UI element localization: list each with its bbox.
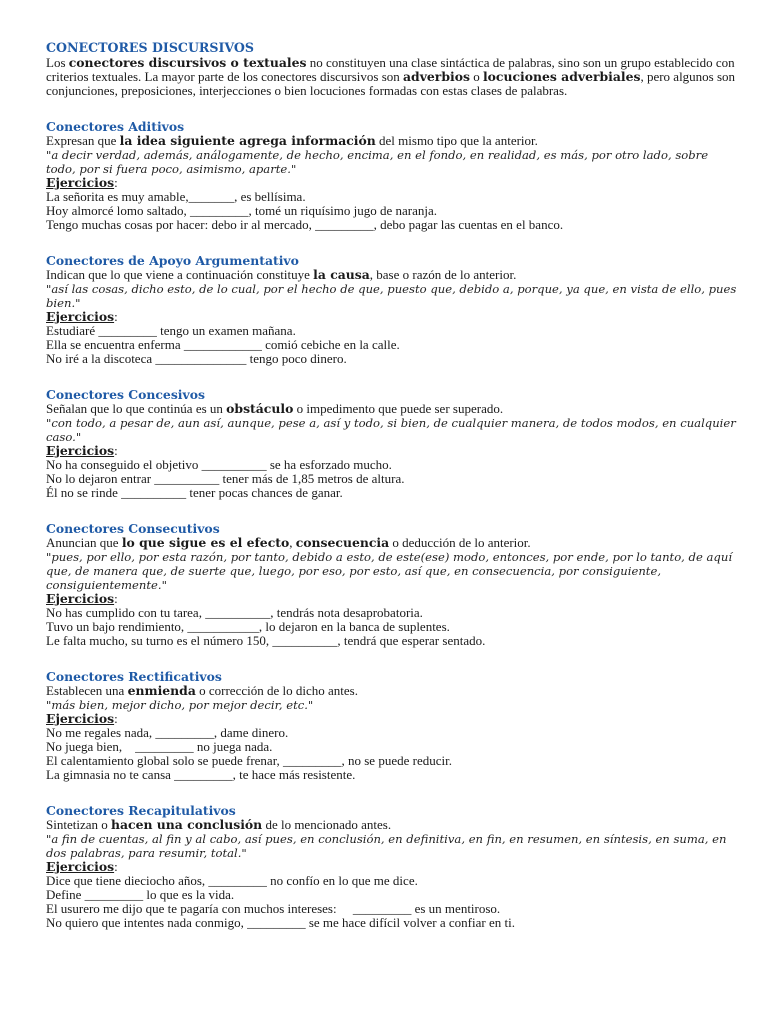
section-3 — [46, 388, 738, 500]
section-definition — [46, 402, 738, 416]
connector-examples: "a decir verdad, además, análogamente, de hecho, encima, en el fondo, en realidad, es más, por otro lado, sobre todo, por si fuera poco, asimismo, aparte." — [46, 148, 709, 176]
definition-run: o deducción de lo anterior. — [389, 535, 531, 550]
exercises-heading: Ejercicios: — [46, 859, 118, 874]
definition-run: Indican que lo que viene a continuación constituye — [46, 267, 314, 282]
exercise-item: No lo dejaron entrar __________ tener más de 1,85 metros de altura. — [46, 471, 405, 486]
definition-run: Expresan que — [46, 133, 120, 148]
exercise-item: No iré a la discoteca ______________ tengo poco dinero. — [46, 351, 347, 366]
exercises-label: Ejercicios — [46, 443, 115, 458]
connector-examples: "pues, por ello, por esta razón, por tanto, debido a esto, de este(ese) modo, entonces, por ende, por lo tanto, de aquí que, de manera que, de suerte que, luego, por eso, por esto, así que, en consecuencia, por consiguiente, consiguientemente." — [46, 550, 733, 592]
exercise-item: No quiero que intentes nada conmigo, _________ se me hace difícil volver a confiar en ti. — [46, 915, 515, 930]
exercises-label: Ejercicios — [46, 711, 115, 726]
section-definition — [46, 684, 738, 698]
exercise-item: No juega bien, _________ no juega nada. — [46, 739, 273, 754]
intro-run-bold: conectores discursivos o textuales — [68, 55, 307, 70]
exercises-heading: Ejercicios: — [46, 443, 118, 458]
document-title: CONECTORES DISCURSIVOS — [46, 40, 254, 55]
connector-examples: "con todo, a pesar de, aun así, aunque, pese a, así y todo, si bien, de cualquier manera, de todos modos, en cualquier caso." — [46, 416, 736, 444]
exercise-item: No me regales nada, _________, dame dinero. — [46, 725, 289, 740]
exercises-heading: Ejercicios: — [46, 591, 118, 606]
definition-run: , base o razón de lo anterior. — [369, 267, 517, 282]
definition-run-bold: consecuencia — [295, 535, 390, 550]
section-definition — [46, 818, 738, 832]
definition-run-bold: lo que sigue es el efecto — [121, 535, 290, 550]
section-6 — [46, 804, 738, 930]
section-heading: Conectores Recapitulativos — [46, 803, 236, 818]
section-4 — [46, 522, 738, 648]
section-heading: Conectores Concesivos — [46, 387, 205, 402]
connector-examples: "a fin de cuentas, al fin y al cabo, así pues, en conclusión, en definitiva, en fin, en resumen, en síntesis, en suma, en dos palabras, para resumir, total." — [46, 832, 727, 860]
definition-run: Establecen una — [46, 683, 128, 698]
definition-run: Anuncian que — [46, 535, 122, 550]
section-definition — [46, 536, 738, 550]
intro-run: , pero algunos son conjunciones, preposiciones, interjecciones o bien locuciones formadas con estas clases de palabras. — [46, 69, 736, 98]
section-5 — [46, 670, 738, 782]
exercise-item: La señorita es muy amable,_______, es bellísima. — [46, 189, 306, 204]
exercise-item: Le falta mucho, su turno es el número 150, __________, tendrá que esperar sentado. — [46, 633, 486, 648]
exercise-item: El calentamiento global solo se puede frenar, _________, no se puede reducir. — [46, 753, 452, 768]
section-1 — [46, 120, 738, 232]
sections-container — [46, 120, 738, 930]
exercise-item: Estudiaré _________ tengo un examen mañana. — [46, 323, 296, 338]
section-heading: Conectores de Apoyo Argumentativo — [46, 253, 299, 268]
intro-run: no constituyen una clase sintáctica de palabras, sino son un grupo establecido con criterios textuales. La mayor parte de los conectores discursivos son — [46, 55, 735, 84]
connector-examples: "más bien, mejor dicho, por mejor decir, etc." — [46, 698, 314, 712]
exercises-heading: Ejercicios: — [46, 711, 118, 726]
definition-run-bold: hacen una conclusión — [111, 817, 263, 832]
intro-run-bold: locuciones adverbiales — [482, 69, 641, 84]
intro-paragraph — [46, 56, 738, 98]
section-2 — [46, 254, 738, 366]
section-definition — [46, 134, 738, 148]
exercise-item: Dice que tiene dieciocho años, _________ no confío en lo que me dice. — [46, 873, 418, 888]
definition-run-bold: obstáculo — [226, 401, 294, 416]
section-heading: Conectores Consecutivos — [46, 521, 220, 536]
definition-run: del mismo tipo que la anterior. — [375, 133, 538, 148]
exercise-item: Define _________ lo que es la vida. — [46, 887, 235, 902]
exercise-item: Tuvo un bajo rendimiento, ___________, lo dejaron en la banca de suplentes. — [46, 619, 450, 634]
connector-examples: "así las cosas, dicho esto, de lo cual, por el hecho de que, puesto que, debido a, porque, ya que, en vista de ello, pues bien." — [46, 282, 737, 310]
exercise-item: Él no se rinde __________ tener pocas chances de ganar. — [46, 485, 343, 500]
exercise-item: No ha conseguido el objetivo __________ se ha esforzado mucho. — [46, 457, 392, 472]
exercise-item: No has cumplido con tu tarea, __________, tendrás nota desaprobatoria. — [46, 605, 423, 620]
exercise-item: Hoy almorcé lomo saltado, _________, tomé un riquísimo jugo de naranja. — [46, 203, 438, 218]
section-heading: Conectores Aditivos — [46, 119, 185, 134]
definition-run-bold: enmienda — [127, 683, 196, 698]
definition-run: o impedimento que puede ser superado. — [293, 401, 504, 416]
definition-run-bold: la causa — [313, 267, 370, 282]
exercises-label: Ejercicios — [46, 175, 115, 190]
exercise-item: Tengo muchas cosas por hacer: debo ir al mercado, _________, debo pagar las cuentas en el banco. — [46, 217, 564, 232]
exercise-item: Ella se encuentra enferma ____________ comió cebiche en la calle. — [46, 337, 400, 352]
exercises-label: Ejercicios — [46, 591, 115, 606]
section-heading: Conectores Rectificativos — [46, 669, 222, 684]
definition-run: Sintetizan o — [46, 817, 111, 832]
definition-run: o corrección de lo dicho antes. — [195, 683, 358, 698]
exercises-label: Ejercicios — [46, 309, 115, 324]
exercises-heading: Ejercicios: — [46, 309, 118, 324]
intro-run: Los — [46, 55, 69, 70]
definition-run: de lo mencionado antes. — [262, 817, 392, 832]
definition-run-bold: la idea siguiente agrega información — [119, 133, 376, 148]
exercise-item: El usurero me dijo que te pagaría con muchos intereses: _________ es un mentiroso. — [46, 901, 501, 916]
definition-run: , — [289, 535, 296, 550]
definition-run: Señalan que lo que continúa es un — [46, 401, 227, 416]
exercises-label: Ejercicios — [46, 859, 115, 874]
intro-run-bold: adverbios — [403, 69, 470, 84]
exercises-heading: Ejercicios: — [46, 175, 118, 190]
intro-run: o — [469, 69, 483, 84]
section-definition — [46, 268, 738, 282]
exercise-item: La gimnasia no te cansa _________, te hace más resistente. — [46, 767, 356, 782]
